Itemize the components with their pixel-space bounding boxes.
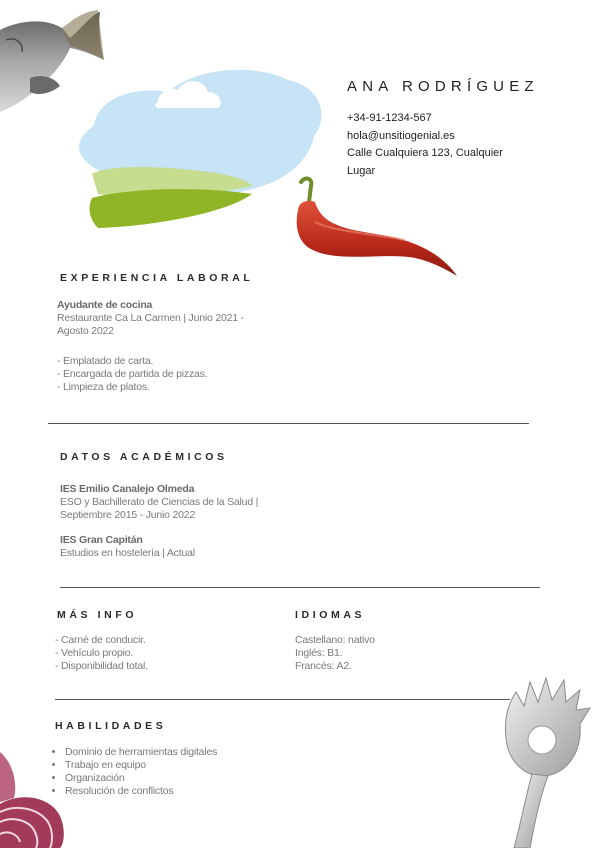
school-2-line-1: Estudios en hostelería | Actual	[60, 547, 195, 559]
languages-heading: IDIOMAS	[295, 609, 366, 621]
task-item: - Emplatado de carta.	[57, 355, 154, 367]
experience-heading: EXPERIENCIA LABORAL	[60, 272, 254, 284]
languages-list	[295, 634, 495, 673]
language-item: Inglés: B1.	[295, 647, 343, 659]
education-block	[60, 483, 320, 560]
skill-item: • Resolución de conflictos	[65, 785, 273, 798]
task-item: - Limpieza de platos.	[57, 381, 150, 393]
skills-heading: HABILIDADES	[55, 720, 167, 732]
school-1-name: IES Emilio Canalejo Olmeda	[60, 483, 195, 495]
candidate-name: ANA RODRÍGUEZ	[347, 78, 539, 95]
skill-item: • Dominio de herramientas digitales	[65, 746, 273, 759]
skills-list	[53, 746, 273, 798]
more-info-item: - Vehículo propio.	[55, 647, 134, 659]
section-divider	[48, 423, 529, 424]
section-divider	[55, 699, 510, 700]
skill-item: • Trabajo en equipo	[65, 759, 273, 772]
section-divider	[60, 587, 540, 588]
job-title: Ayudante de cocina	[57, 299, 153, 311]
school-1-line-1: ESO y Bachillerato de Ciencias de la Salud |	[60, 496, 259, 508]
language-item: Castellano: nativo	[295, 634, 375, 646]
more-info-heading: MÁS INFO	[57, 609, 138, 621]
skill-item: • Organización	[65, 772, 273, 785]
more-info-item: - Carné de conducir.	[55, 634, 146, 646]
address-line-1: Calle Cualquiera 123, Cualquier	[347, 147, 503, 159]
email-text: hola@unsitiogenial.es	[347, 129, 455, 142]
more-info-item: - Disponibilidad total.	[55, 660, 148, 672]
language-item: Francés: A2.	[295, 660, 352, 672]
experience-block	[57, 299, 287, 394]
school-2-name: IES Gran Capitán	[60, 534, 143, 546]
task-item: - Encargada de partida de pizzas.	[57, 368, 208, 380]
school-1-line-2: Septiembre 2015 - Junio 2022	[60, 509, 196, 521]
pasta-spoon-illustration	[496, 676, 600, 848]
contact-block	[347, 110, 527, 180]
education-heading: DATOS ACADÉMICOS	[60, 451, 228, 463]
more-info-list	[55, 634, 255, 673]
address-line-2: Lugar	[347, 164, 376, 177]
job-place-line-1: Restaurante Ca La Carmen | Junio 2021 -	[57, 312, 244, 324]
chili-pepper-illustration	[285, 172, 465, 282]
job-place-line-2: Agosto 2022	[57, 325, 114, 337]
phone-text: +34-91-1234-567	[347, 112, 432, 124]
